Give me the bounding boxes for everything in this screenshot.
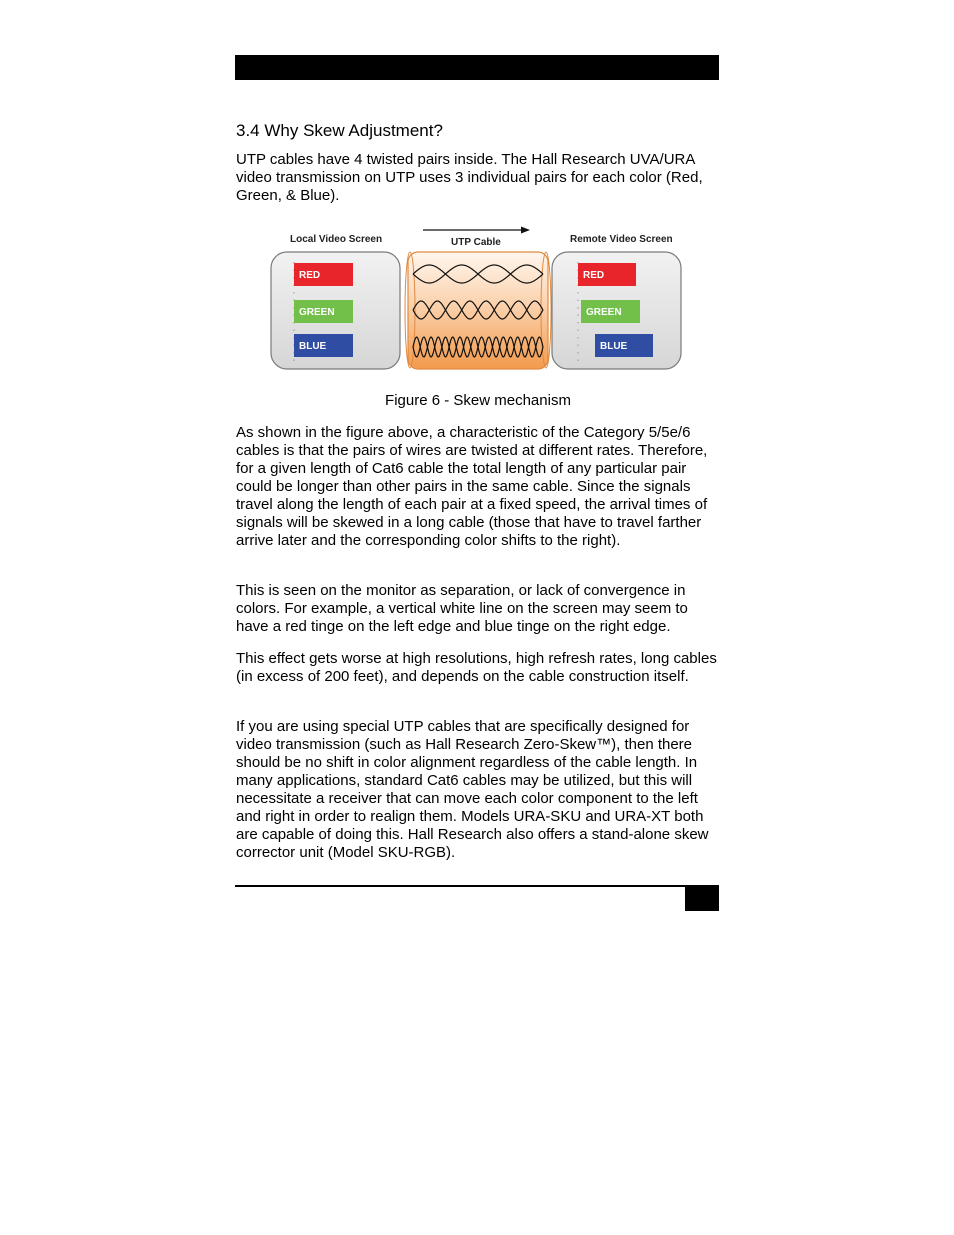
cable-label: UTP Cable: [451, 237, 501, 248]
local-blue-label: BLUE: [299, 341, 327, 352]
utp-cable: [405, 252, 551, 369]
body-paragraph: This effect gets worse at high resolutions, high refresh rates, long cables (in excess of 200 feet), and depends on the cable construction itself.: [236, 650, 717, 685]
local-green-label: GREEN: [299, 307, 335, 318]
body-paragraph: If you are using special UTP cables that are specifically designed for video transmission (such as Hall Research Zero-Skew™), then there should be no shift in color alignment regardless of the cable length. In many applications, standard Cat6 cables may be utilized, but this will necessitate a receiver that can move each color component to the left and right in order to realign them. Models URA-SKU and URA-XT both are capable of doing this. Hall Research also offers a stand-alone skew corrector unit (Model SKU-RGB).: [236, 718, 709, 861]
footer-rule: [235, 885, 719, 887]
section-title: 3.4 Why Skew Adjustment?: [236, 121, 443, 140]
intro-paragraph: UTP cables have 4 twisted pairs inside. The Hall Research UVA/URA video transmission on UTP uses 3 individual pairs for each color (Red, Green, & Blue).: [236, 151, 703, 204]
remote-screen-label: Remote Video Screen: [570, 234, 673, 245]
page-number-box: [685, 887, 719, 911]
local-red-label: RED: [299, 270, 321, 281]
remote-blue-label: BLUE: [600, 341, 628, 352]
local-screen-label: Local Video Screen: [290, 234, 383, 245]
body-paragraph: As shown in the figure above, a characteristic of the Category 5/5e/6 cables is that the pairs of wires are twisted at different rates. Therefore, for a given length of Cat6 cable the total length of any particular pair could be longer than other pairs in the same cable. Since the signals travel along the length of each pair at a fixed speed, the arrival times of signals will be skewed in a long cable (those that have to travel farther arrive later and the corresponding color shifts to the right).: [236, 424, 708, 549]
body-paragraph: This is seen on the monitor as separation, or lack of convergence in colors. For example, a vertical white line on the screen may seem to have a red tinge on the left edge and blue tinge on the right edge.: [236, 582, 688, 635]
remote-green-label: GREEN: [586, 307, 622, 318]
skew-diagram: [268, 222, 686, 374]
direction-arrow: [423, 227, 530, 234]
header-bar: [235, 55, 719, 80]
figure-caption: Figure 6 - Skew mechanism: [385, 392, 571, 409]
remote-red-label: RED: [583, 270, 605, 281]
